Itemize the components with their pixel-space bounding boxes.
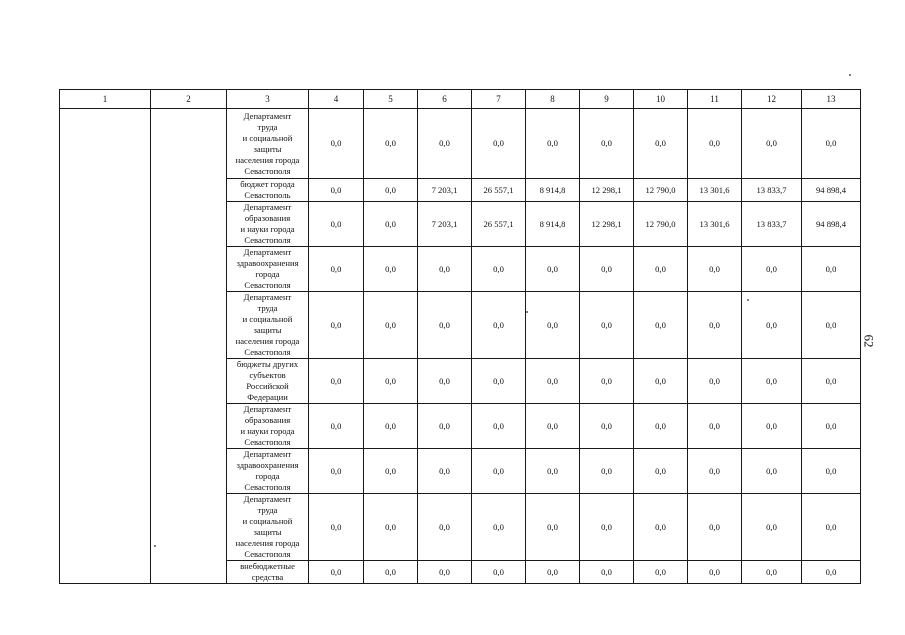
source-label-cell: Департамент здравоохранения города Севастополя	[227, 247, 309, 292]
value-cell: 0,0	[526, 449, 580, 494]
value-cell: 0,0	[580, 404, 634, 449]
value-cell: 0,0	[364, 179, 418, 202]
value-cell: 0,0	[634, 247, 688, 292]
column-number-row	[60, 90, 861, 109]
value-cell: 0,0	[309, 494, 364, 561]
value-cell: 0,0	[309, 449, 364, 494]
value-cell: 0,0	[309, 561, 364, 584]
value-cell: 0,0	[688, 561, 742, 584]
scan-speck	[849, 74, 851, 76]
value-cell: 0,0	[580, 109, 634, 179]
value-cell: 0,0	[802, 359, 861, 404]
page-number: 62	[861, 334, 877, 348]
value-cell: 12 298,1	[580, 202, 634, 247]
value-cell: 0,0	[802, 449, 861, 494]
scan-speck	[526, 311, 528, 313]
value-cell: 94 898,4	[802, 179, 861, 202]
value-cell: 0,0	[364, 292, 418, 359]
column-2-cell	[151, 109, 227, 584]
value-cell: 0,0	[364, 247, 418, 292]
value-cell: 0,0	[742, 359, 802, 404]
value-cell: 0,0	[802, 109, 861, 179]
source-label-cell: Департамент труда и социальной защиты населения города Севастополя	[227, 494, 309, 561]
value-cell: 0,0	[364, 109, 418, 179]
value-cell: 0,0	[526, 404, 580, 449]
value-cell: 0,0	[802, 404, 861, 449]
column-number: 7	[472, 90, 526, 109]
scan-speck	[747, 299, 749, 301]
value-cell: 0,0	[472, 494, 526, 561]
value-cell: 0,0	[418, 404, 472, 449]
value-cell: 8 914,8	[526, 202, 580, 247]
value-cell: 26 557,1	[472, 179, 526, 202]
value-cell: 0,0	[742, 292, 802, 359]
value-cell: 0,0	[802, 561, 861, 584]
source-label-cell: Департамент образования и науки города Севастополя	[227, 202, 309, 247]
value-cell: 0,0	[688, 292, 742, 359]
column-number: 2	[151, 90, 227, 109]
value-cell: 0,0	[634, 109, 688, 179]
value-cell: 0,0	[802, 247, 861, 292]
value-cell: 0,0	[526, 561, 580, 584]
value-cell: 0,0	[688, 247, 742, 292]
column-number: 12	[742, 90, 802, 109]
value-cell: 7 203,1	[418, 202, 472, 247]
value-cell: 0,0	[688, 109, 742, 179]
value-cell: 0,0	[580, 494, 634, 561]
value-cell: 0,0	[742, 494, 802, 561]
value-cell: 0,0	[418, 561, 472, 584]
table-row	[60, 109, 861, 179]
column-number: 13	[802, 90, 861, 109]
value-cell: 0,0	[364, 449, 418, 494]
value-cell: 0,0	[802, 292, 861, 359]
column-number: 10	[634, 90, 688, 109]
column-number: 5	[364, 90, 418, 109]
value-cell: 0,0	[309, 359, 364, 404]
value-cell: 0,0	[364, 359, 418, 404]
value-cell: 0,0	[472, 247, 526, 292]
value-cell: 0,0	[309, 292, 364, 359]
value-cell: 0,0	[364, 494, 418, 561]
value-cell: 0,0	[309, 179, 364, 202]
column-number: 4	[309, 90, 364, 109]
value-cell: 0,0	[580, 561, 634, 584]
value-cell: 0,0	[418, 494, 472, 561]
value-cell: 0,0	[580, 247, 634, 292]
source-label-cell: бюджет города Севастополь	[227, 179, 309, 202]
value-cell: 13 833,7	[742, 202, 802, 247]
column-1-cell	[60, 109, 151, 584]
value-cell: 0,0	[688, 359, 742, 404]
column-number: 8	[526, 90, 580, 109]
value-cell: 0,0	[309, 202, 364, 247]
value-cell: 0,0	[526, 247, 580, 292]
value-cell: 0,0	[742, 109, 802, 179]
value-cell: 0,0	[418, 359, 472, 404]
value-cell: 0,0	[364, 202, 418, 247]
value-cell: 12 790,0	[634, 202, 688, 247]
value-cell: 0,0	[526, 359, 580, 404]
value-cell: 0,0	[472, 359, 526, 404]
column-number: 3	[227, 90, 309, 109]
column-number: 6	[418, 90, 472, 109]
budget-table	[59, 89, 861, 584]
value-cell: 26 557,1	[472, 202, 526, 247]
value-cell: 0,0	[688, 494, 742, 561]
value-cell: 0,0	[418, 292, 472, 359]
value-cell: 0,0	[742, 404, 802, 449]
value-cell: 0,0	[472, 404, 526, 449]
value-cell: 0,0	[688, 449, 742, 494]
source-label-cell: Департамент труда и социальной защиты населения города Севастополя	[227, 109, 309, 179]
source-label-cell: Департамент труда и социальной защиты населения города Севастополя	[227, 292, 309, 359]
value-cell: 0,0	[634, 494, 688, 561]
value-cell: 0,0	[472, 109, 526, 179]
value-cell: 0,0	[472, 561, 526, 584]
value-cell: 0,0	[418, 449, 472, 494]
value-cell: 0,0	[742, 561, 802, 584]
value-cell: 0,0	[580, 449, 634, 494]
value-cell: 0,0	[634, 404, 688, 449]
value-cell: 0,0	[802, 494, 861, 561]
value-cell: 12 298,1	[580, 179, 634, 202]
value-cell: 13 301,6	[688, 179, 742, 202]
scan-speck	[154, 545, 156, 547]
value-cell: 0,0	[634, 449, 688, 494]
source-label-cell: бюджеты других субъектов Российской Федерации	[227, 359, 309, 404]
value-cell: 0,0	[309, 247, 364, 292]
column-number: 1	[60, 90, 151, 109]
value-cell: 12 790,0	[634, 179, 688, 202]
value-cell: 0,0	[364, 404, 418, 449]
column-number: 9	[580, 90, 634, 109]
value-cell: 0,0	[472, 449, 526, 494]
value-cell: 0,0	[526, 494, 580, 561]
value-cell: 0,0	[580, 359, 634, 404]
value-cell: 0,0	[688, 404, 742, 449]
source-label-cell: Департамент здравоохранения города Севастополя	[227, 449, 309, 494]
source-label-cell: внебюджетные средства	[227, 561, 309, 584]
value-cell: 0,0	[364, 561, 418, 584]
value-cell: 0,0	[526, 292, 580, 359]
value-cell: 0,0	[634, 359, 688, 404]
value-cell: 7 203,1	[418, 179, 472, 202]
column-number: 11	[688, 90, 742, 109]
value-cell: 13 833,7	[742, 179, 802, 202]
value-cell: 0,0	[418, 109, 472, 179]
table-body	[60, 90, 861, 584]
value-cell: 0,0	[472, 292, 526, 359]
value-cell: 0,0	[580, 292, 634, 359]
value-cell: 0,0	[526, 109, 580, 179]
value-cell: 13 301,6	[688, 202, 742, 247]
value-cell: 8 914,8	[526, 179, 580, 202]
value-cell: 0,0	[309, 404, 364, 449]
value-cell: 0,0	[418, 247, 472, 292]
value-cell: 0,0	[634, 561, 688, 584]
value-cell: 94 898,4	[802, 202, 861, 247]
value-cell: 0,0	[742, 247, 802, 292]
source-label-cell: Департамент образования и науки города Севастополя	[227, 404, 309, 449]
value-cell: 0,0	[634, 292, 688, 359]
value-cell: 0,0	[309, 109, 364, 179]
value-cell: 0,0	[742, 449, 802, 494]
